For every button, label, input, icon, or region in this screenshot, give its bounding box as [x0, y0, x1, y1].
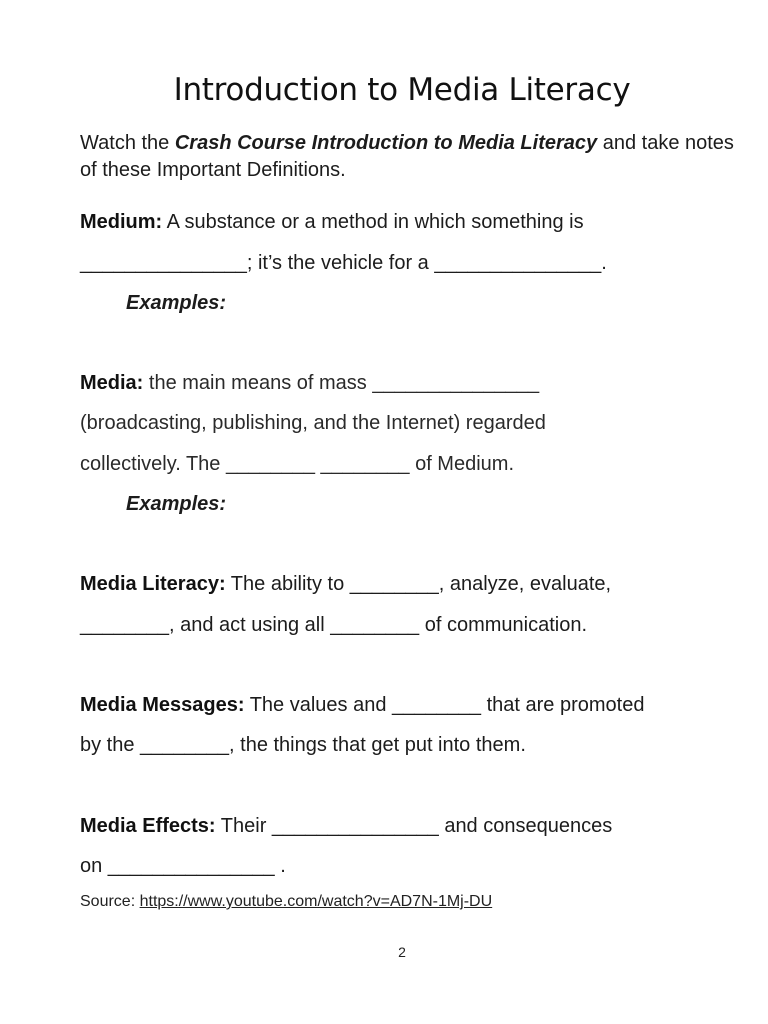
media-effects-line2: on _______________ .: [80, 855, 286, 877]
medium-term: Medium:: [80, 211, 163, 233]
medium-definition-line1: [80, 211, 584, 234]
medium-text-1: A substance or a method in which something is: [162, 211, 584, 233]
media-effects-line1: [80, 815, 612, 838]
intro-paragraph: [80, 130, 740, 184]
media-literacy-text-1: The ability to ________, analyze, evaluate,: [225, 573, 612, 595]
source-label: Source:: [80, 893, 140, 910]
media-messages-line1: [80, 694, 644, 717]
media-messages-line2: by the ________, the things that get put into them.: [80, 734, 526, 756]
media-definition-line2: (broadcasting, publishing, and the Internet) regarded: [80, 412, 546, 434]
media-literacy-line1: [80, 573, 611, 596]
media-literacy-line2: ________, and act using all ________ of communication.: [80, 614, 588, 636]
page-number: 2: [398, 944, 406, 960]
source-link[interactable]: https://www.youtube.com/watch?v=AD7N-1Mj-DU: [139, 893, 493, 910]
media-messages-text-1: The values and ________ that are promoted: [244, 694, 645, 716]
media-effects-text-1: Their _______________ and consequences: [215, 815, 613, 837]
page-title: Introduction to Media Literacy: [173, 72, 631, 108]
medium-text-2: _______________; it’s the vehicle for a _______________.: [80, 252, 607, 274]
media-literacy-term: Media Literacy:: [80, 573, 226, 595]
intro-prefix: Watch the: [80, 132, 175, 154]
media-messages-term: Media Messages:: [80, 694, 245, 716]
source-citation: [80, 893, 492, 911]
media-definition-line3: collectively. The ________ ________ of Medium.: [80, 453, 514, 475]
intro-emphasis: Crash Course Introduction to Media Literacy: [174, 132, 598, 154]
media-text-1: the main means of mass _______________: [143, 372, 540, 394]
media-examples-label: Examples:: [126, 493, 227, 515]
media-effects-term: Media Effects:: [80, 815, 216, 837]
media-term: Media:: [80, 372, 144, 394]
medium-examples-label: Examples:: [126, 292, 227, 314]
intro-suffix: and take notes of these Important Definitions.: [80, 132, 734, 181]
medium-definition-line2: [80, 252, 607, 275]
media-definition-line1: [80, 372, 539, 395]
